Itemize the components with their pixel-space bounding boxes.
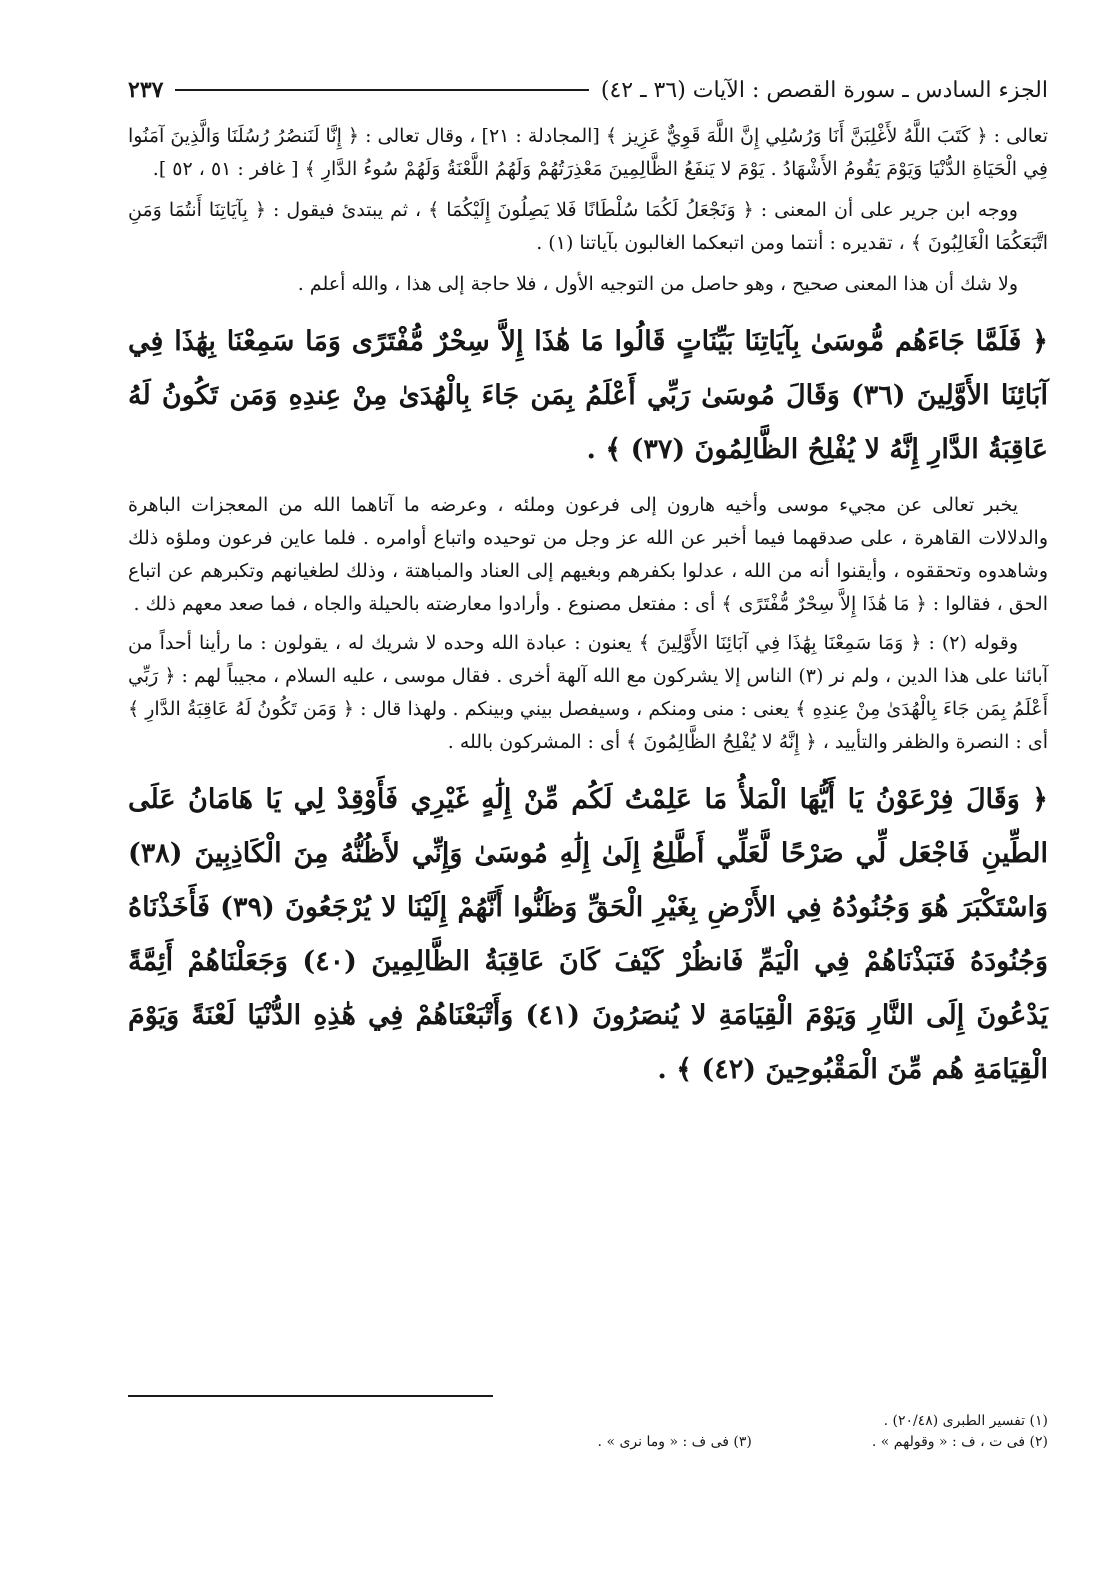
paragraph-tafsir-3: ولا شك أن هذا المعنى صحيح ، وهو حاصل من التوجيه الأول ، فلا حاجة إلى هذا ، والله أعلم .	[297, 273, 1018, 295]
header-rule	[175, 89, 588, 91]
footnote-2: (٢) فى ت ، ف : « وقولهم » .	[871, 1434, 1048, 1450]
book-page	[128, 70, 1048, 1570]
quran-verse-block-36-37: ﴿ فَلَمَّا جَاءَهُم مُّوسَىٰ بِآيَاتِنَا بَيِّنَاتٍ قَالُوا مَا هَٰذَا إِلاَّ سِحْرٌ مُّفْتَرًى وَمَا سَمِعْنَا بِهَٰذَا فِي آبَائِنَا الأَوَّلِينَ (٣٦) وَقَالَ مُوسَىٰ رَبِّي أَعْلَمُ بِمَن جَاءَ بِالْهُدَىٰ مِنْ عِندِهِ وَمَن تَكُونُ لَهُ عَاقِبَةُ الدَّارِ إِنَّهُ لا يُفْلِحُ الظَّالِمُونَ (٣٧) ﴾ .	[128, 326, 1048, 465]
footnote-row	[128, 1434, 1048, 1450]
running-title: الجزء السادس ـ سورة القصص : الآيات (٣٦ ـ ٤٢)	[600, 77, 1048, 103]
paragraph-tafsir-2: ووجه ابن جرير على أن المعنى : ﴿ وَنَجْعَلُ لَكُمَا سُلْطَانًا فَلا يَصِلُونَ إِلَيْكُمَا ﴾ ، ثم يبتدئ فيقول : ﴿ بِآيَاتِنَا أَنتُمَا وَمَنِ اتَّبَعَكُمَا الْغَالِبُونَ ﴾ ، تقديره : أنتما ومن اتبعكما الغالبون بآياتنا (١) .	[128, 199, 1048, 254]
paragraph-tafsir-1: تعالى : ﴿ كَتَبَ اللَّهُ لأَغْلِبَنَّ أَنَا وَرُسُلِي إِنَّ اللَّهَ قَوِيٌّ عَزِيز ﴾ [المجادلة : ٢١] ، وقال تعالى : ﴿ إِنَّا لَنَنصُرُ رُسُلَنَا وَالَّذِينَ آمَنُوا فِي الْحَيَاةِ الدُّنْيَا وَيَوْمَ يَقُومُ الأَشْهَادُ . يَوْمَ لا يَنفَعُ الظَّالِمِينَ مَعْذِرَتُهُمْ وَلَهُمُ اللَّعْنَةُ وَلَهُمْ سُوءُ الدَّارِ ﴾ [ غافر : ٥١ ، ٥٢ ].	[128, 125, 1048, 180]
footnotes	[128, 1408, 1048, 1450]
footnote-3: (٣) فى ف : « وما نرى » .	[597, 1434, 752, 1450]
running-header	[128, 70, 1048, 110]
footnote-rule	[128, 1395, 493, 1397]
paragraph-tafsir-5: وقوله (٢) : ﴿ وَمَا سَمِعْنَا بِهَٰذَا فِي آبَائِنَا الأَوَّلِينَ ﴾ يعنون : عبادة الله وحده لا شريك له ، يقولون : ما رأينا أحداً من آبائنا على هذا الدين ، ولم نر (٣) الناس إلا يشركون مع الله آلهة أخرى . فقال موسى ، عليه السلام ، مجيباً لهم : ﴿ رَبِّي أَعْلَمُ بِمَن جَاءَ بِالْهُدَىٰ مِنْ عِندِهِ ﴾ يعنى : منى ومنكم ، وسيفصل بيني وبينكم . ولهذا قال : ﴿ وَمَن تَكُونُ لَهُ عَاقِبَةُ الدَّارِ ﴾ أى : النصرة والظفر والتأييد ، ﴿ إِنَّهُ لا يُفْلِحُ الظَّالِمُونَ ﴾ أى : المشركون بالله .	[128, 632, 1048, 753]
paragraph-tafsir-4: يخبر تعالى عن مجيء موسى وأخيه هارون إلى فرعون وملئه ، وعرضه ما آتاهما الله من المعجزات الباهرة والدلالات القاهرة ، على صدقهما فيما أخبر عن الله عز وجل من توحيده واتباع أوامره . فلما عاين فرعون وملؤه ذلك وشاهدوه وتحققوه ، وأيقنوا أنه من الله ، عدلوا بكفرهم وبغيهم إلى العناد والمباهتة ، وذلك لطغيانهم وتكبرهم عن اتباع الحق ، فقالوا : ﴿ مَا هَٰذَا إِلاَّ سِحْرٌ مُّفْتَرًى ﴾ أى : مفتعل مصنوع . وأرادوا معارضته بالحيلة والجاه ، فما صعد معهم ذلك .	[128, 494, 1048, 615]
footnote-1: (١) تفسير الطبرى (٢٠/٤٨) .	[883, 1413, 1048, 1429]
quran-verse-block-38-42: ﴿ وَقَالَ فِرْعَوْنُ يَا أَيُّهَا الْمَلأُ مَا عَلِمْتُ لَكُم مِّنْ إِلَٰهٍ غَيْرِي فَأَوْقِدْ لِي يَا هَامَانُ عَلَى الطِّينِ فَاجْعَل لِّي صَرْحًا لَّعَلِّي أَطَّلِعُ إِلَىٰ إِلَٰهِ مُوسَىٰ وَإِنِّي لأَظُنُّهُ مِنَ الْكَاذِبِينَ (٣٨) وَاسْتَكْبَرَ هُوَ وَجُنُودُهُ فِي الأَرْضِ بِغَيْرِ الْحَقِّ وَظَنُّوا أَنَّهُمْ إِلَيْنَا لا يُرْجَعُونَ (٣٩) فَأَخَذْنَاهُ وَجُنُودَهُ فَنَبَذْنَاهُمْ فِي الْيَمِّ فَانظُرْ كَيْفَ كَانَ عَاقِبَةُ الظَّالِمِينَ (٤٠) وَجَعَلْنَاهُمْ أَئِمَّةً يَدْعُونَ إِلَى النَّارِ وَيَوْمَ الْقِيَامَةِ لا يُنصَرُونَ (٤١) وَأَتْبَعْنَاهُمْ فِي هَٰذِهِ الدُّنْيَا لَعْنَةً وَيَوْمَ الْقِيَامَةِ هُم مِّنَ الْمَقْبُوحِينَ (٤٢) ﴾ .	[128, 784, 1048, 1085]
page-number: ٢٣٧	[128, 77, 164, 103]
